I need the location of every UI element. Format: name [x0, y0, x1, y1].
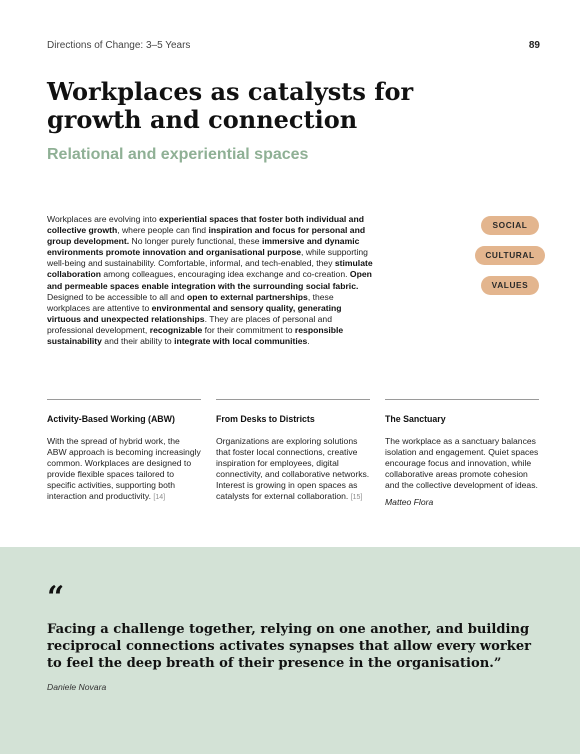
column-body: The workplace as a sanctuary balances isolation and engagement. Quiet spaces encourage focus and innovation, while collaborative areas promote cohesion and the collective development of ideas. — [385, 436, 539, 491]
column-author: Matteo Flora — [385, 497, 434, 508]
running-head: Directions of Change: 3–5 Years — [47, 40, 191, 51]
intro-text: Workplaces are evolving into — [47, 214, 160, 224]
intro-emphasis: responsible sustainability — [47, 324, 344, 347]
quote-text: Facing a challenge together, relying on one another, and building reciprocal connections activates synapses that allow every worker to feel the deep breath of their presence in the organisation.” — [47, 622, 532, 671]
columns-section — [47, 399, 539, 529]
column-heading: Activity-Based Working (ABW) — [47, 414, 175, 424]
column-abw — [47, 399, 201, 504]
tag-social: SOCIAL — [481, 216, 539, 235]
column-heading: The Sanctuary — [385, 414, 446, 424]
intro-emphasis: open to external partnerships — [186, 291, 308, 302]
quote-mark-icon: “ — [47, 580, 65, 615]
intro-emphasis: integrate with local communities — [174, 336, 308, 347]
intro-text: , where people can find — [117, 225, 209, 236]
column-sanctuary — [385, 399, 539, 509]
column-body: With the spread of hybrid work, the ABW approach is becoming increasingly common. Workplaces are designed to provide flexible spaces tailored to specific activities, supporting both interaction and productivity. [14] — [47, 436, 201, 502]
tag-cultural: CULTURAL — [475, 246, 545, 265]
intro-text: among colleagues, encouraging idea exchange and co-creation. — [100, 269, 350, 280]
intro-emphasis: inspiration and focus for personal and group development. — [47, 225, 366, 247]
intro-text: . They are places of personal and professional development, — [47, 313, 332, 335]
intro-emphasis: stimulate collaboration — [47, 258, 373, 280]
intro-text: Designed to be accessible to all and — [47, 291, 187, 302]
intro-text: for their commitment to — [202, 324, 295, 335]
intro-text: and their ability to — [101, 336, 175, 347]
quote-panel — [0, 547, 580, 754]
quote-author: Daniele Novara — [47, 682, 107, 692]
page-number: 89 — [528, 40, 540, 51]
intro-paragraph — [47, 214, 377, 347]
intro-text: , while supporting well-being and sustainability. Comfortable, informal, and tech-enabled, they — [47, 247, 368, 269]
intro-emphasis: Open and permeable spaces enable integration with the surrounding social fabric. — [47, 269, 372, 291]
page-subtitle: Relational and experiential spaces — [47, 146, 309, 163]
intro-emphasis: immersive and dynamic environments promote innovation and organisational purpose — [47, 236, 360, 258]
intro-emphasis: environmental and sensory quality, generating virtuous and unexpected relationships — [47, 302, 342, 324]
intro-text: . — [307, 336, 310, 347]
column-body: Organizations are exploring solutions that foster local connections, creative inspiration for employees, digital connectivity, and collaborative networks. Interest is growing in open spaces as catalysts for external collaboration. [15] — [216, 436, 370, 502]
intro-text: , these workplaces are attentive to — [47, 291, 334, 313]
column-heading: From Desks to Districts — [216, 414, 315, 424]
tag-values: VALUES — [481, 276, 539, 295]
reference-marker: [14] — [153, 494, 166, 502]
intro-text: No longer purely functional, these — [129, 236, 262, 247]
intro-emphasis: experiential spaces that foster both individual and collective growth — [47, 214, 364, 236]
column-desks-to-districts — [216, 399, 370, 504]
intro-emphasis: recognizable — [149, 324, 203, 335]
page-header — [47, 40, 540, 54]
page-title: Workplaces as catalysts for growth and connection — [47, 77, 414, 134]
tag-list — [470, 216, 550, 306]
reference-marker: [15] — [350, 494, 363, 502]
